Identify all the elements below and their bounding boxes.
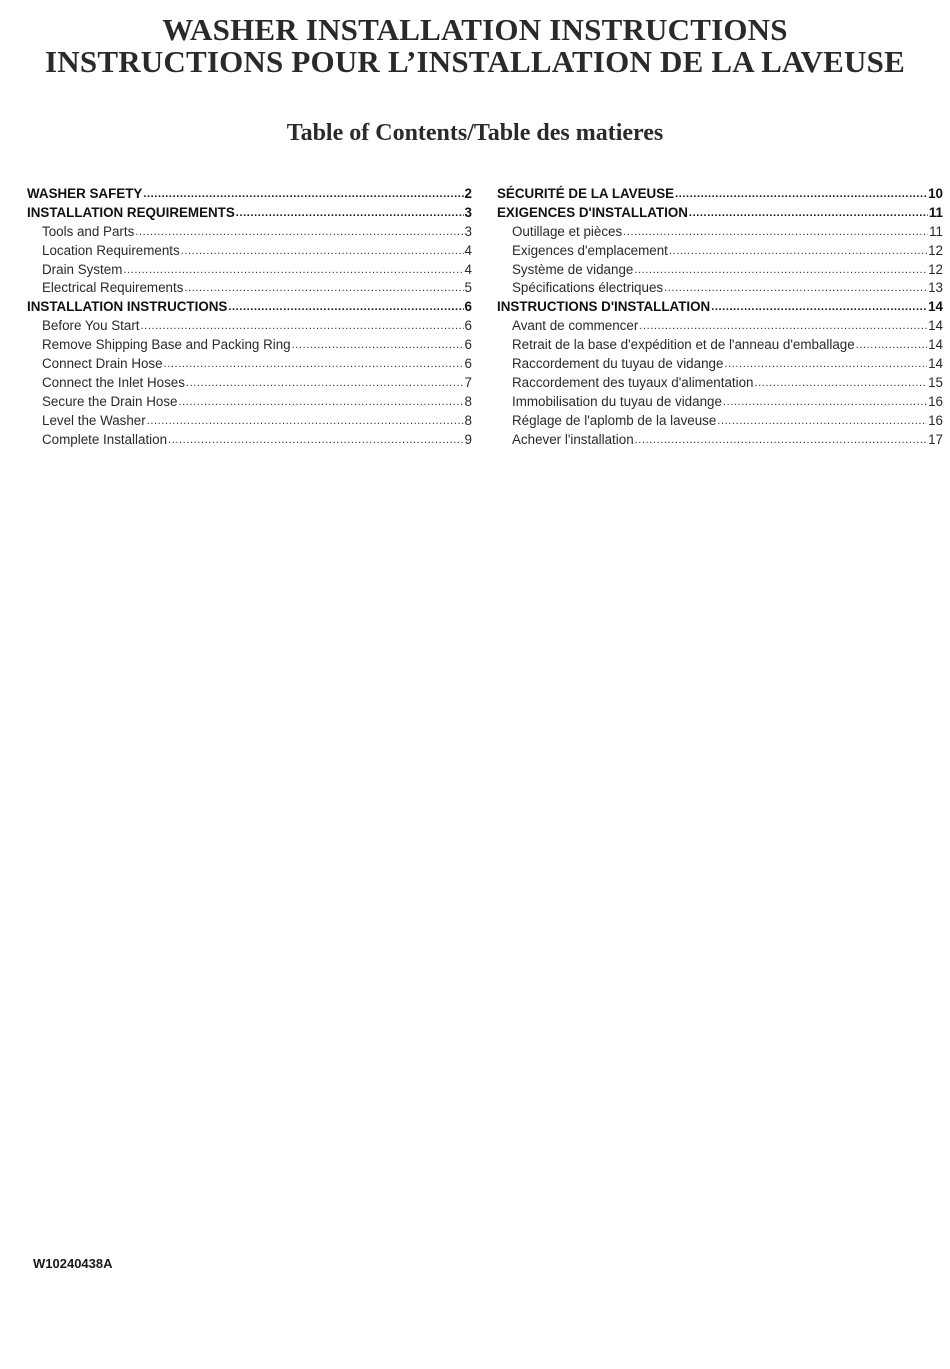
toc-entry[interactable] xyxy=(27,318,472,337)
toc-entry-label: Remove Shipping Base and Packing Ring xyxy=(42,337,291,353)
toc-page-number: 14 xyxy=(928,299,943,315)
toc-leader-dots xyxy=(689,205,928,219)
toc-entry[interactable] xyxy=(27,262,472,281)
toc-page-number: 2 xyxy=(464,186,472,201)
toc-leader-dots xyxy=(634,262,927,276)
toc-leader-dots xyxy=(669,243,927,257)
toc-page-number: 7 xyxy=(464,374,472,390)
toc-entry[interactable] xyxy=(497,224,943,243)
toc-page-number: 15 xyxy=(928,374,943,390)
toc-entry-label: Connect the Inlet Hoses xyxy=(42,374,185,390)
toc-page-number: 16 xyxy=(928,393,943,409)
toc-section-entry[interactable] xyxy=(27,299,472,318)
toc-page-number: 9 xyxy=(464,431,472,447)
toc-leader-dots xyxy=(236,205,464,219)
toc-page-number: 8 xyxy=(464,412,472,428)
toc-page-number: 14 xyxy=(928,318,943,334)
toc-entry-label: Exigences d'emplacement xyxy=(512,242,668,258)
toc-heading: Table of Contents/Table des matieres xyxy=(286,120,664,146)
toc-page-number: 11 xyxy=(929,223,943,239)
toc-section-entry[interactable] xyxy=(497,186,943,205)
toc-leader-dots xyxy=(143,186,463,200)
toc-page-number: 3 xyxy=(464,223,472,239)
toc-english xyxy=(27,186,472,450)
toc-page-number: 5 xyxy=(464,280,472,296)
toc-page-number: 12 xyxy=(928,242,943,258)
toc-page-number: 11 xyxy=(928,204,943,220)
toc-leader-dots xyxy=(184,280,463,294)
toc-leader-dots xyxy=(123,262,463,276)
toc-entry-label: Drain System xyxy=(42,261,123,277)
toc-leader-dots xyxy=(639,318,927,332)
toc-entry[interactable] xyxy=(27,280,472,299)
toc-leader-dots xyxy=(178,394,463,408)
toc-leader-dots xyxy=(186,375,464,389)
toc-leader-dots xyxy=(724,356,927,370)
toc-leader-dots xyxy=(147,413,464,427)
toc-section-entry[interactable] xyxy=(497,205,943,224)
toc-entry[interactable] xyxy=(497,243,943,262)
toc-page-number: 3 xyxy=(464,204,472,220)
title-french: INSTRUCTIONS POUR L’INSTALLATION DE LA LAVEUSE xyxy=(45,44,905,79)
toc-leader-dots xyxy=(164,356,464,370)
toc-entry[interactable] xyxy=(27,224,472,243)
document-code: W10240438A xyxy=(33,1256,113,1271)
toc-leader-dots xyxy=(635,432,927,446)
toc-entry[interactable] xyxy=(497,432,943,451)
toc-entry-label: Retrait de la base d'expédition et de l'anneau d'emballage xyxy=(512,337,855,353)
toc-entry-label: Spécifications électriques xyxy=(512,280,664,296)
toc-page-number: 6 xyxy=(464,337,472,353)
toc-leader-dots xyxy=(141,318,464,332)
toc-entry-label: Level the Washer xyxy=(42,412,146,428)
toc-leader-dots xyxy=(856,337,927,351)
title-english: WASHER INSTALLATION INSTRUCTIONS xyxy=(162,12,788,47)
toc-entry[interactable] xyxy=(497,337,943,356)
toc-entry-label: Tools and Parts xyxy=(42,223,135,239)
toc-page-number: 14 xyxy=(928,356,943,372)
toc-leader-dots xyxy=(723,394,927,408)
toc-page-number: 17 xyxy=(928,431,943,447)
toc-entry[interactable] xyxy=(27,243,472,262)
toc-french xyxy=(497,186,943,450)
toc-leader-dots xyxy=(717,413,927,427)
toc-entry[interactable] xyxy=(497,356,943,375)
toc-leader-dots xyxy=(292,337,464,351)
toc-leader-dots xyxy=(711,299,927,313)
toc-page-number: 10 xyxy=(928,186,943,201)
toc-entry-label: SÉCURITÉ DE LA LAVEUSE xyxy=(497,186,675,201)
toc-entry-label: Electrical Requirements xyxy=(42,280,184,296)
toc-entry-label: Outillage et pièces xyxy=(512,223,623,239)
toc-entry[interactable] xyxy=(497,280,943,299)
toc-entry[interactable] xyxy=(27,375,472,394)
document-title xyxy=(0,14,950,78)
toc-entry[interactable] xyxy=(27,394,472,413)
toc-page-number: 14 xyxy=(928,337,943,353)
toc-entry-label: INSTALLATION INSTRUCTIONS xyxy=(27,299,228,315)
toc-entry-label: INSTALLATION REQUIREMENTS xyxy=(27,204,235,220)
toc-page-number: 8 xyxy=(464,393,472,409)
toc-entry[interactable] xyxy=(497,375,943,394)
toc-leader-dots xyxy=(623,224,928,238)
toc-entry-label: Connect Drain Hose xyxy=(42,356,163,372)
toc-page-number: 16 xyxy=(928,412,943,428)
toc-page-number: 6 xyxy=(464,299,472,315)
toc-leader-dots xyxy=(168,432,464,446)
toc-entry-label: Secure the Drain Hose xyxy=(42,393,178,409)
toc-page-number: 4 xyxy=(464,261,472,277)
toc-entry-label: Réglage de l'aplomb de la laveuse xyxy=(512,412,717,428)
toc-page-number: 6 xyxy=(464,318,472,334)
toc-entry-label: Raccordement des tuyaux d'alimentation xyxy=(512,374,754,390)
toc-leader-dots xyxy=(135,224,463,238)
toc-section-entry[interactable] xyxy=(27,205,472,224)
toc-entry[interactable] xyxy=(27,432,472,451)
toc-page-number: 6 xyxy=(464,356,472,372)
toc-entry[interactable] xyxy=(497,262,943,281)
toc-leader-dots xyxy=(675,186,927,200)
toc-page-number: 4 xyxy=(464,242,472,258)
toc-leader-dots xyxy=(181,243,464,257)
toc-entry-label: Location Requirements xyxy=(42,242,180,258)
toc-page-number: 13 xyxy=(928,280,943,296)
toc-entry-label: Avant de commencer xyxy=(512,318,639,334)
toc-leader-dots xyxy=(664,280,927,294)
toc-entry[interactable] xyxy=(497,318,943,337)
toc-entry-label: Raccordement du tuyau de vidange xyxy=(512,356,724,372)
toc-entry-label: Complete Installation xyxy=(42,431,168,447)
toc-section-entry[interactable] xyxy=(27,186,472,205)
toc-entry-label: Immobilisation du tuyau de vidange xyxy=(512,393,722,409)
toc-entry[interactable] xyxy=(27,337,472,356)
toc-entry-label: Before You Start xyxy=(42,318,140,334)
toc-section-entry[interactable] xyxy=(497,299,943,318)
toc-entry-label: INSTRUCTIONS D'INSTALLATION xyxy=(497,299,711,315)
toc-page-number: 12 xyxy=(928,261,943,277)
toc-entry[interactable] xyxy=(27,356,472,375)
toc-entry[interactable] xyxy=(497,394,943,413)
toc-leader-dots xyxy=(228,299,463,313)
toc-entry-label: EXIGENCES D'INSTALLATION xyxy=(497,204,688,220)
toc-entry-label: Système de vidange xyxy=(512,261,634,277)
toc-entry-label: Achever l'installation xyxy=(512,431,634,447)
toc-entry[interactable] xyxy=(497,413,943,432)
toc-entry-label: WASHER SAFETY xyxy=(27,186,143,201)
toc-entry[interactable] xyxy=(27,413,472,432)
toc-leader-dots xyxy=(755,375,928,389)
